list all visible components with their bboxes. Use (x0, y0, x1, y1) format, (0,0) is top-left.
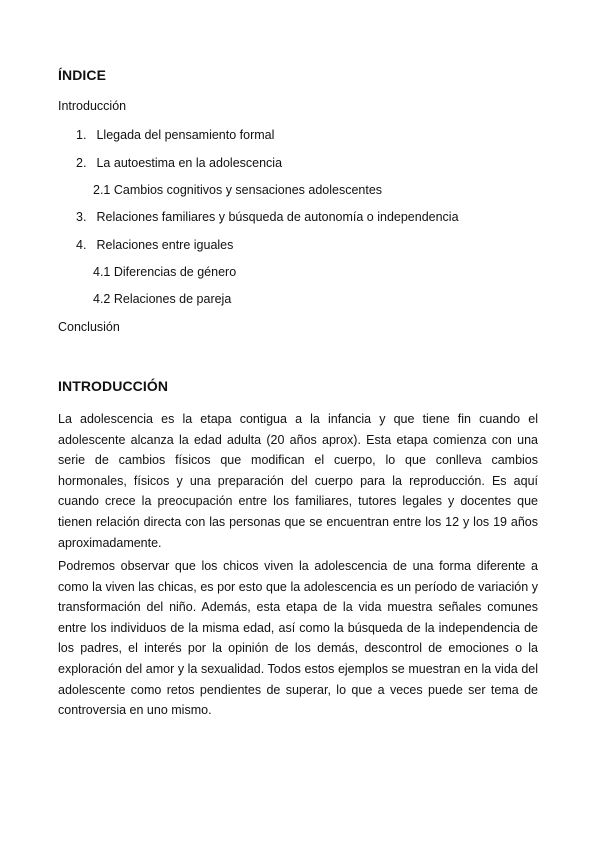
introduction-paragraph-1: La adolescencia es la etapa contigua a la infancia y que tiene fin cuando el adolescente alcanza la edad adulta (20 años aprox). Esta etapa comienza con una serie de cambios físicos que modifican el cuerpo, lo que conlleva cambios hormonales, físicos y una preparación del cuerpo para la reproducción. Es aquí cuando crece la preocupación entre los familiares, tutores legales y docentes que tienen relación directa con las personas que se encuentran entre los 12 y los 19 años aproximadamente. (58, 412, 538, 550)
toc-item-number: 2. (76, 156, 87, 170)
toc-item-label: Relaciones familiares y búsqueda de autonomía o independencia (96, 210, 459, 224)
toc-subitem-2-1: 2.1 Cambios cognitivos y sensaciones adolescentes (93, 183, 383, 197)
toc-item-1 (76, 127, 274, 143)
toc-item-3 (76, 209, 459, 225)
toc-item-label: Relaciones entre iguales (96, 238, 234, 252)
toc-item-number: 1. (76, 128, 87, 142)
toc-conclusion: Conclusión (58, 320, 120, 334)
toc-item-label: La autoestima en la adolescencia (96, 156, 283, 170)
introduction-paragraph-2: Podremos observar que los chicos viven la adolescencia de una forma diferente a como la viven las chicas, es por esto que la adolescencia es un período de variación y transformación del niño. Además, esta etapa de la vida muestra señales comunes entre los individuos de la misma edad, así como la búsqueda de la independencia de los padres, el interés por la opinión de los demás, descontrol de emociones o la exploración del amor y la sexualidad. Todos estos ejemplos se muestran en la vida del adolescente como retos pendientes de superar, lo que a veces puede ser tema de controversia en uno mismo. (58, 559, 538, 718)
toc-item-number: 4. (76, 238, 87, 252)
toc-subitem-4-2: 4.2 Relaciones de pareja (93, 292, 232, 306)
index-title: ÍNDICE (58, 67, 107, 83)
toc-item-4 (76, 237, 233, 253)
toc-item-label: Llegada del pensamiento formal (96, 128, 275, 142)
toc-item-number: 3. (76, 210, 87, 224)
introduction-title: INTRODUCCIÓN (58, 378, 169, 394)
toc-intro: Introducción (58, 99, 127, 113)
toc-subitem-4-1: 4.1 Diferencias de género (93, 265, 237, 279)
toc-item-2 (76, 155, 282, 171)
